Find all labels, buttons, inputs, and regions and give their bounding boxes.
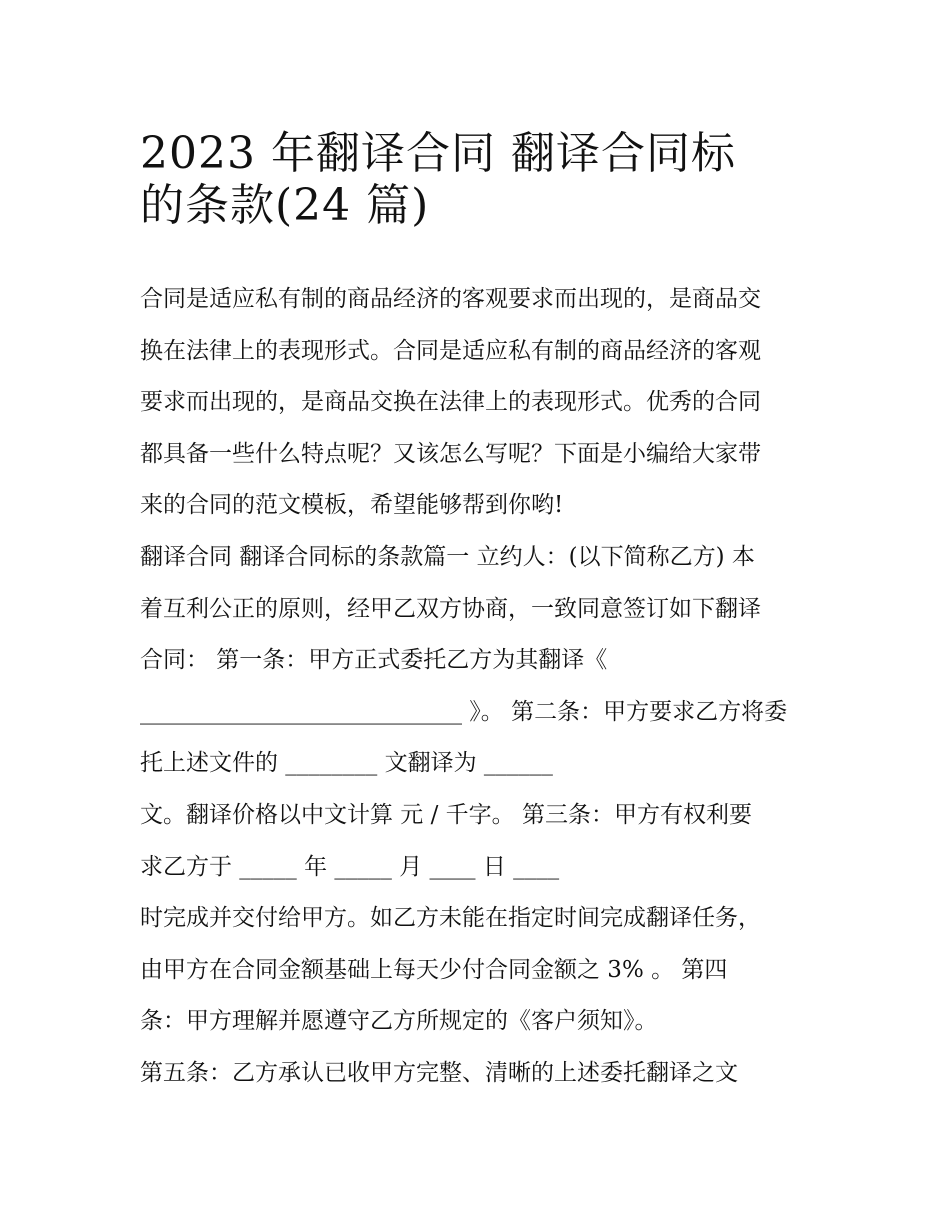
body-line: 都具备一些什么特点呢？又该怎么写呢？下面是小编给大家带 (140, 440, 761, 467)
body-line: 由甲方在合同金额基础上每天少付合同金额之 3% 。 第四 (140, 956, 728, 983)
body-line: 换在法律上的表现形式。合同是适应私有制的商品经济的客观 (140, 337, 761, 364)
body-line: 翻译合同 翻译合同标的条款篇一 立约人：(以下简称乙方) 本 (140, 543, 755, 570)
body-line: 时完成并交付给甲方。如乙方未能在指定时间完成翻译任务， (140, 905, 761, 932)
body-line: 条：甲方理解并愿遵守乙方所规定的《客户须知》。 (140, 1008, 658, 1035)
body-line: 着互利公正的原则，经甲乙双方协商，一致同意签订如下翻译 (140, 595, 761, 622)
body-line: 合同： 第一条：甲方正式委托乙方为其翻译《 (140, 647, 608, 674)
body-line: 文。翻译价格以中文计算 元 / 千字。 第三条：甲方有权利要 (140, 801, 752, 828)
body-line: ____________________________ 》。 第二条：甲方要求乙方将委 (140, 698, 788, 725)
title-line-1: 2023 年翻译合同 翻译合同标 (140, 128, 736, 179)
body-line: 来的合同的范文模板，希望能够帮到你哟! (140, 492, 564, 519)
title-line-2: 的条款(24 篇) (140, 179, 430, 231)
document-body (140, 274, 830, 1100)
body-line: 要求而出现的，是商品交换在法律上的表现形式。优秀的合同 (140, 389, 761, 416)
body-line: 托上述文件的 ________ 文翻译为 ______ (140, 750, 553, 777)
document-title (140, 118, 820, 231)
body-line: 第五条：乙方承认已收甲方完整、清晰的上述委托翻译之文 (140, 1059, 738, 1086)
body-line: 求乙方于 _____ 年 _____ 月 ____ 日 ____ (140, 853, 560, 880)
body-line: 合同是适应私有制的商品经济的客观要求而出现的，是商品交 (140, 286, 761, 312)
